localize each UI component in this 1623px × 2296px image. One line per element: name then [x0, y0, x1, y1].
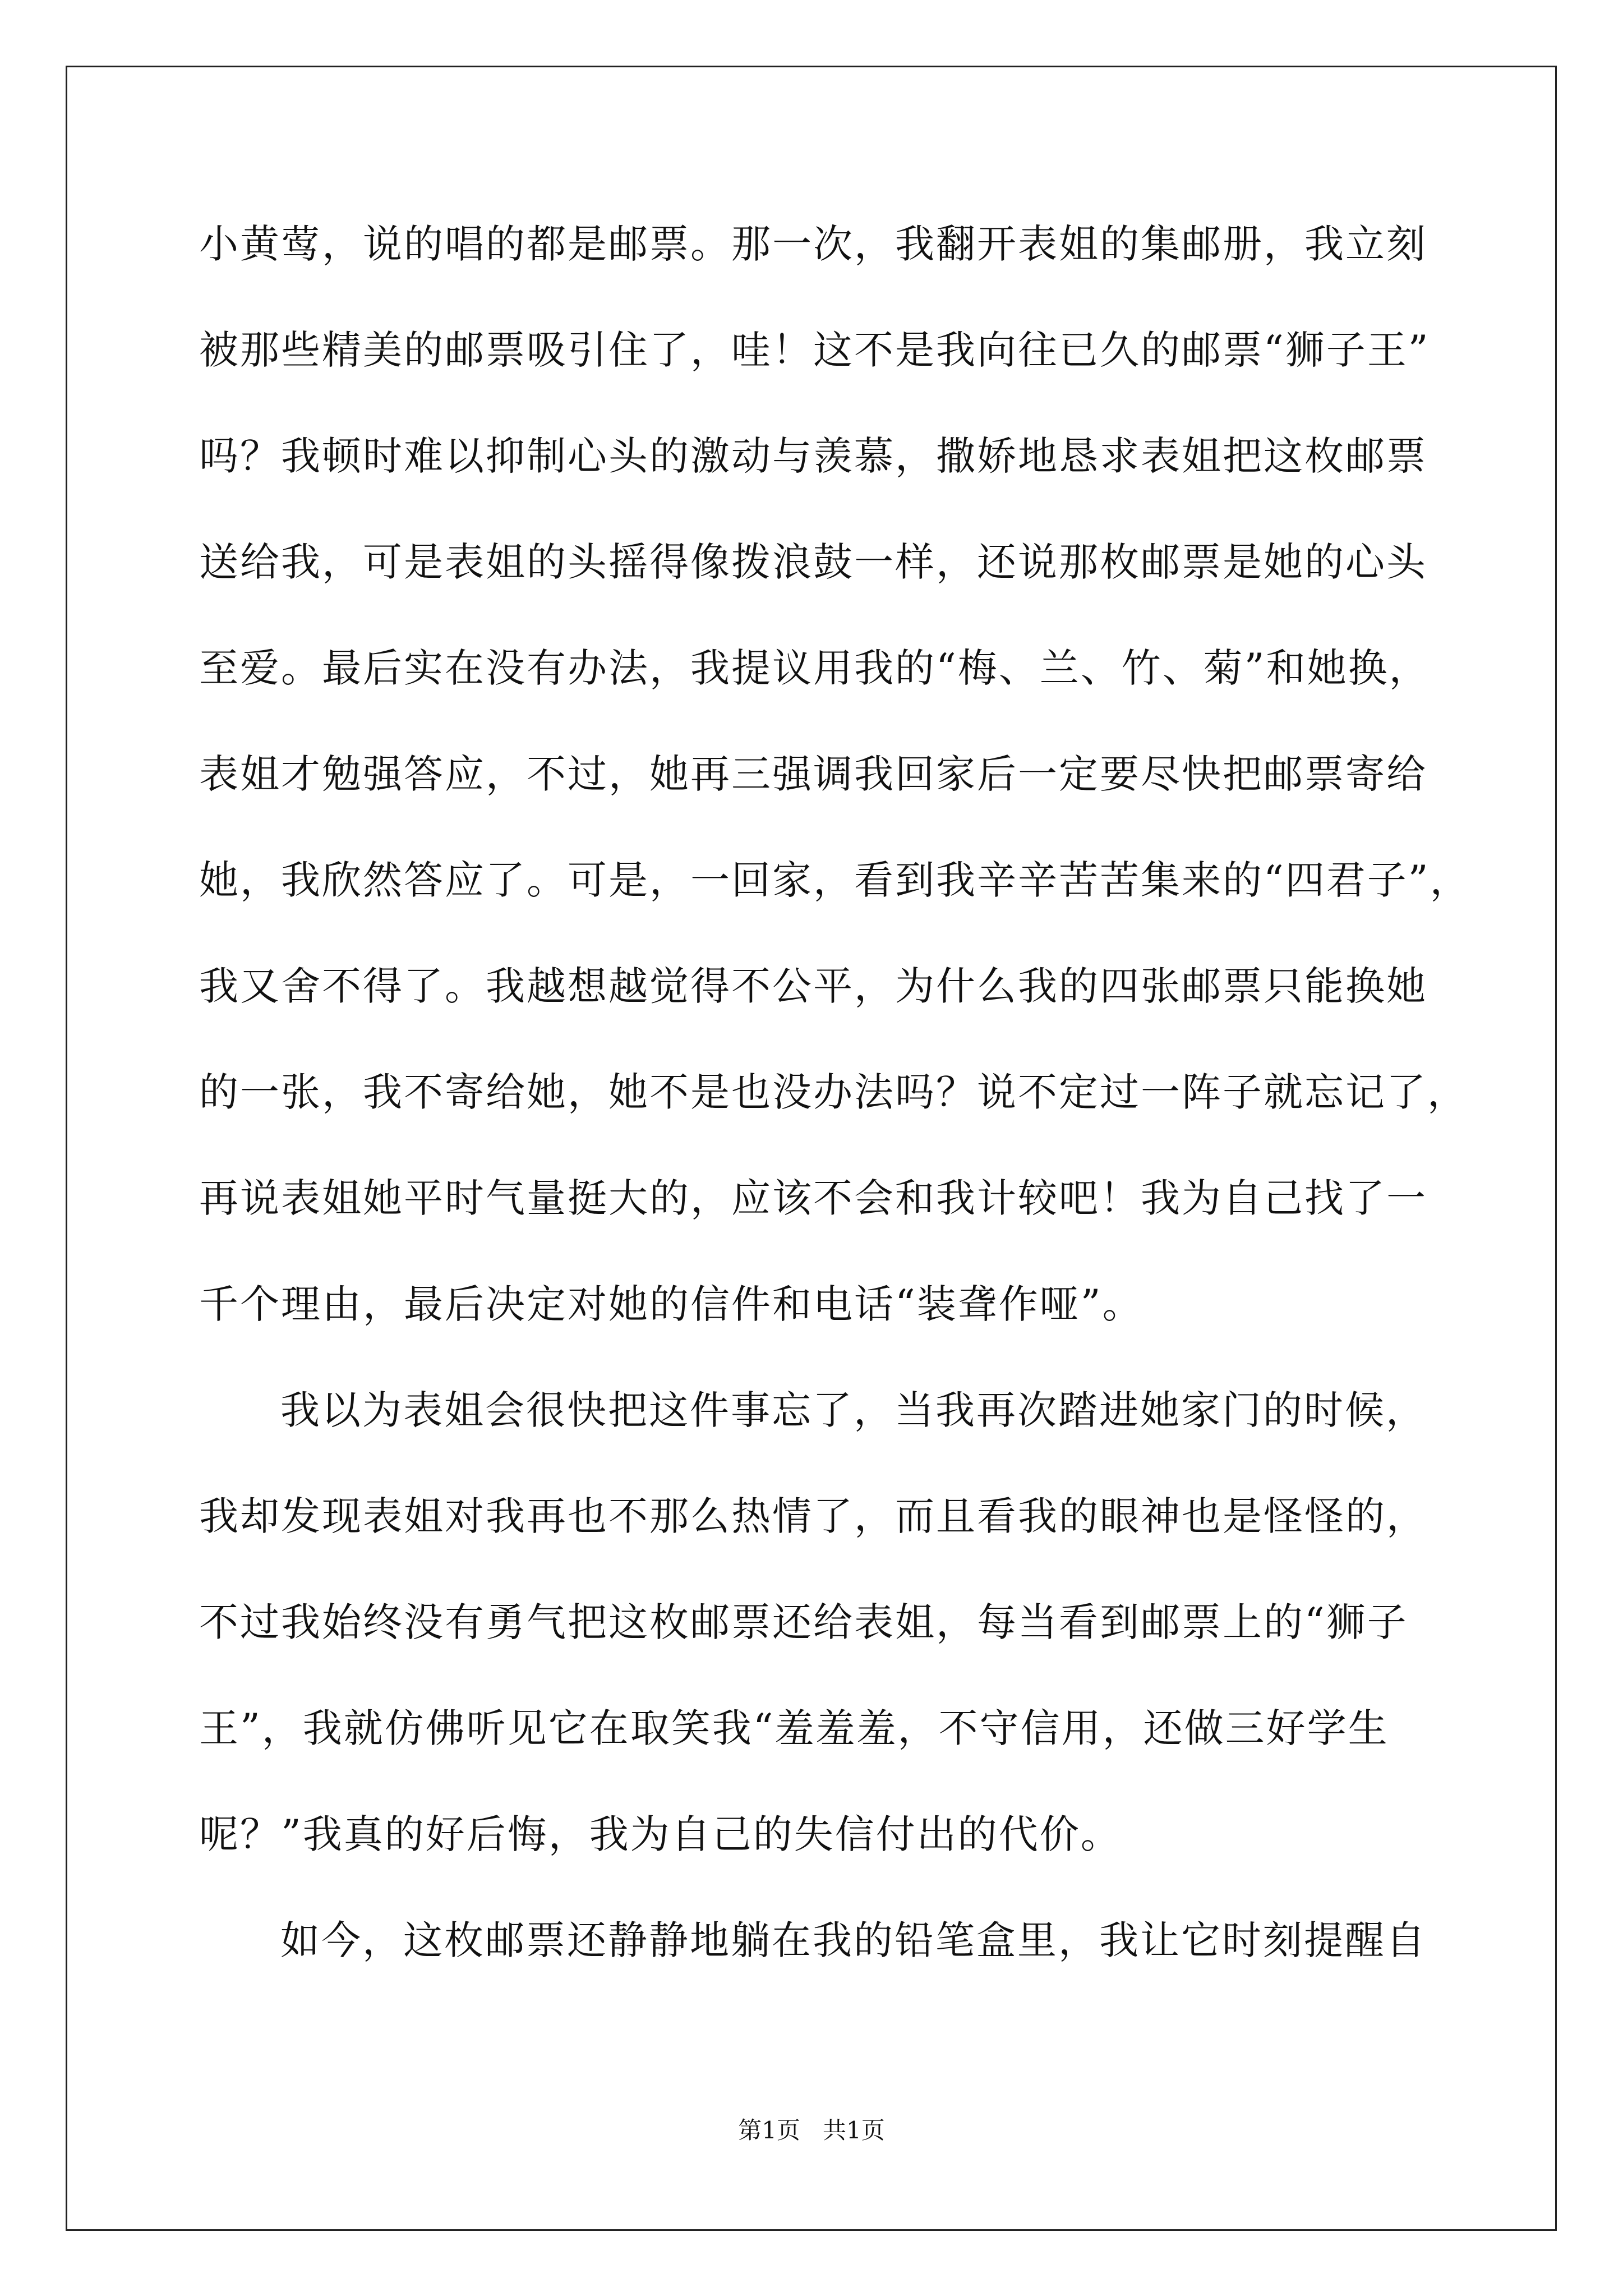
page-border	[66, 66, 1557, 2231]
text-line: 不过我始终没有勇气把这枚邮票还给表姐，每当看到邮票上的“狮子	[199, 1599, 1408, 1645]
text-line: 被那些精美的邮票吸引住了，哇！这不是我向往已久的邮票“狮子王”	[199, 327, 1430, 373]
page-footer	[0, 2115, 1623, 2146]
text-line: 小黄莺，说的唱的都是邮票。那一次，我翻开表姐的集邮册，我立刻	[199, 221, 1427, 267]
text-line: 千个理由，最后决定对她的信件和电话“装聋作哑”。	[199, 1281, 1144, 1327]
text-line: 王”，我就仿佛听见它在取笑我“羞羞羞，不守信用，还做三好学生	[199, 1705, 1389, 1751]
text-line: 至爱。最后实在没有办法，我提议用我的“梅、兰、竹、菊”和她换，	[199, 645, 1430, 691]
text-line: 吗？我顿时难以抑制心头的激动与羡慕，撒娇地恳求表姐把这枚邮票	[199, 433, 1427, 479]
paragraph-first-line: 如今，这枚邮票还静静地躺在我的铅笔盒里，我让它时刻提醒自	[280, 1917, 1427, 1963]
text-line: 呢？”我真的好后悔，我为自己的失信付出的代价。	[199, 1811, 1122, 1857]
text-line: 她，我欣然答应了。可是，一回家，看到我辛辛苦苦集来的“四君子”，	[199, 857, 1471, 903]
text-line: 的一张，我不寄给她，她不是也没办法吗？说不定过一阵子就忘记了，	[199, 1069, 1468, 1115]
paragraph-first-line: 我以为表姐会很快把这件事忘了，当我再次踏进她家门的时候，	[280, 1387, 1427, 1433]
text-line: 送给我，可是表姐的头摇得像拨浪鼓一样，还说那枚邮票是她的心头	[199, 539, 1427, 585]
text-line: 表姐才勉强答应，不过，她再三强调我回家后一定要尽快把邮票寄给	[199, 751, 1427, 797]
text-line: 我又舍不得了。我越想越觉得不公平，为什么我的四张邮票只能换她	[199, 963, 1427, 1009]
text-line: 我却发现表姐对我再也不那么热情了，而且看我的眼神也是怪怪的，	[199, 1493, 1427, 1539]
text-line: 再说表姐她平时气量挺大的，应该不会和我计较吧！我为自己找了一	[199, 1175, 1427, 1221]
total-pages: 共1页	[823, 2116, 885, 2144]
page-number: 第1页	[738, 2116, 800, 2144]
